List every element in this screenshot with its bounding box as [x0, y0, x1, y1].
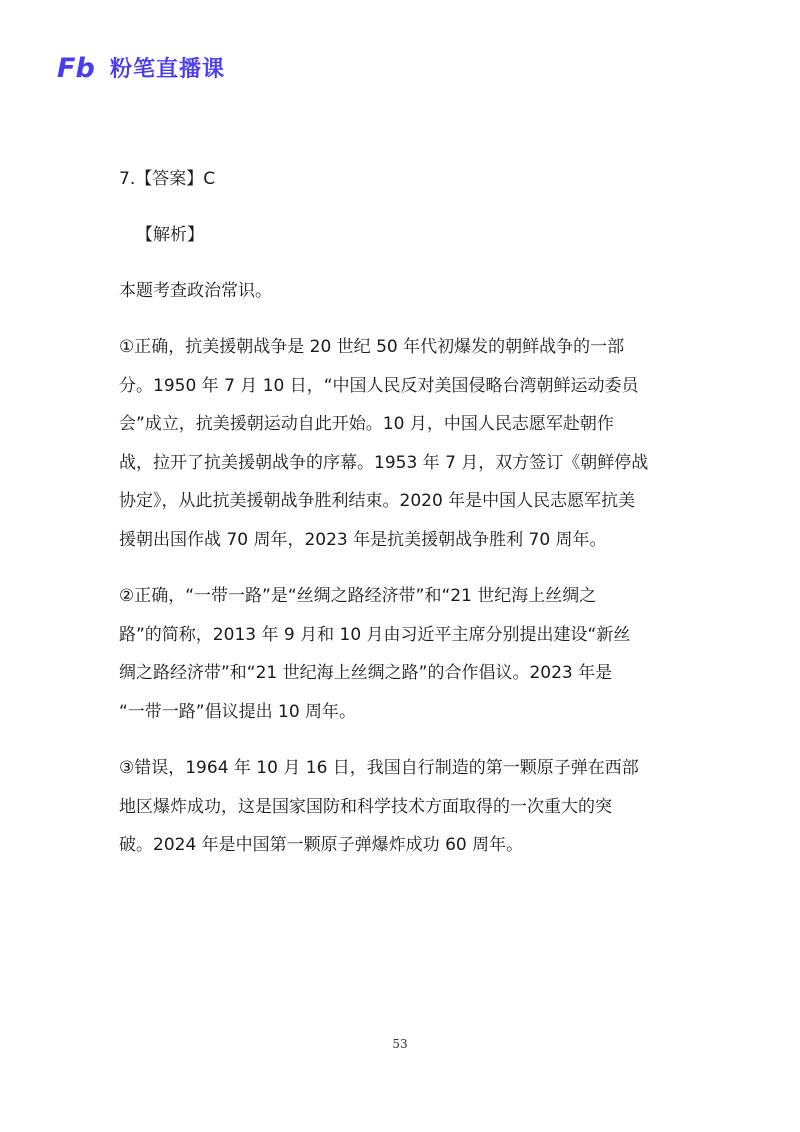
analysis-intro: 本题考查政治常识。 — [119, 281, 272, 301]
paragraph-line: 分。1950 年 7 月 10 日，“中国人民反对美国侵略台湾朝鲜运动委员 — [119, 375, 639, 396]
paragraph-line: 破。2024 年是中国第一颗原子弹爆炸成功 60 周年。 — [119, 835, 524, 855]
paragraph-line: ②正确，“一带一路”是“丝绸之路经济带”和“21 世纪海上丝绸之 — [119, 586, 597, 606]
paragraph-line: 路”的简称，2013 年 9 月和 10 月由习近平主席分别提出建设“新丝 — [119, 624, 631, 645]
paragraph-line: 地区爆炸成功，这是国家国防和科学技术方面取得的一次重大的突 — [119, 796, 612, 817]
header — [56, 50, 225, 84]
paragraph-line: 援朝出国作战 70 周年，2023 年是抗美援朝战争胜利 70 周年。 — [119, 529, 607, 550]
logo-letters: Fb — [57, 53, 95, 82]
paragraph-1 — [119, 328, 699, 559]
paragraph-3 — [119, 749, 699, 865]
document-body — [119, 160, 699, 883]
paragraph-line: ①正确，抗美援朝战争是 20 世纪 50 年代初爆发的朝鲜战争的一部 — [119, 337, 625, 357]
paragraph-line: 会”成立，抗美援朝运动自此开始。10 月，中国人民志愿军赴朝作 — [119, 414, 614, 434]
paragraph-line: ③错误，1964 年 10 月 16 日，我国自行制造的第一颗原子弹在西部 — [119, 758, 639, 778]
paragraph-line: 战，拉开了抗美援朝战争的序幕。1953 年 7 月，双方签订《朝鲜停战 — [119, 452, 649, 473]
paragraph-line: 协定》，从此抗美援朝战争胜利结束。2020 年是中国人民志愿军抗美 — [119, 491, 636, 511]
paragraph-line: 绸之路经济带”和“21 世纪海上丝绸之路”的合作倡议。2023 年是 — [119, 663, 613, 683]
fenbi-logo-icon — [56, 52, 104, 82]
paragraph-2 — [119, 577, 699, 731]
page-number: 53 — [392, 1037, 408, 1051]
paragraph-line: “一带一路”倡议提出 10 周年。 — [119, 701, 357, 722]
answer-line: 7.【答案】C — [119, 169, 216, 189]
brand-name: 粉笔直播课 — [110, 56, 226, 82]
analysis-label: 【解析】 — [136, 225, 204, 245]
